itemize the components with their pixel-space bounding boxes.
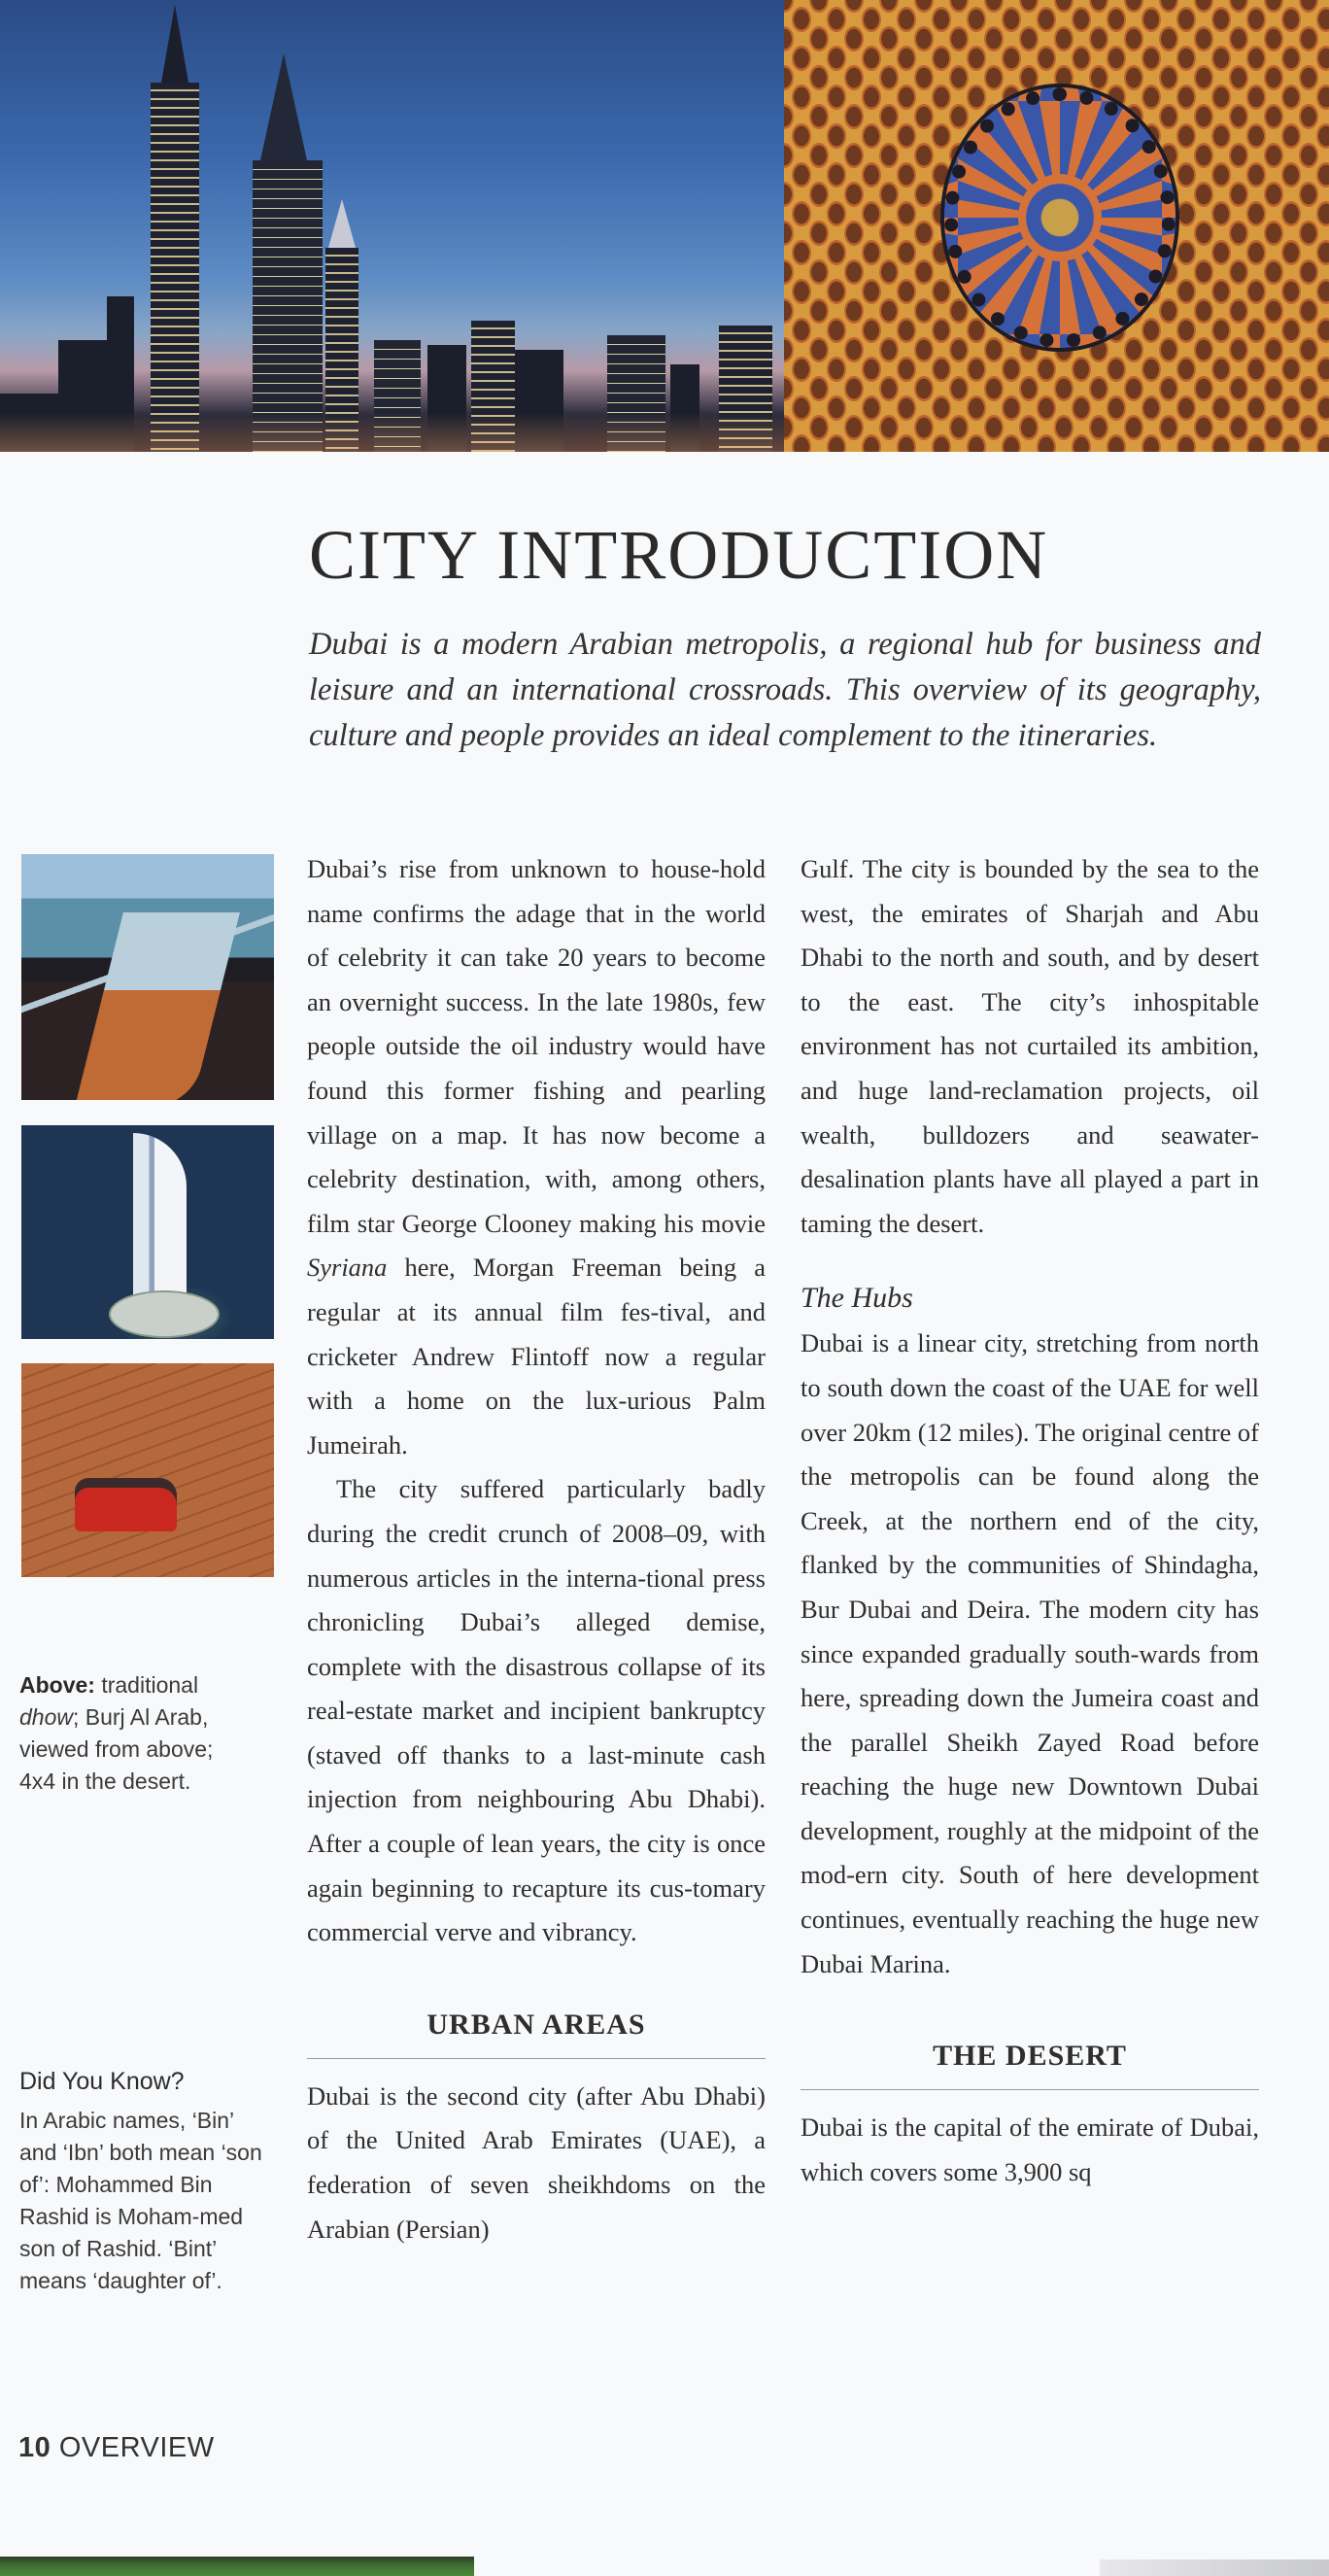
section-heading-the-desert: THE DESERT (801, 2037, 1259, 2090)
page-number: 10 (18, 2432, 51, 2463)
intro-paragraph-1: Dubai’s rise from unknown to house-hold name confirms the adage that in the world of celebrity it can take 20 years to become an overnight success. In the late 1980s, few people outside the oil industry would have found this former fishing and pearling village on a map. It has now become a celebrity destination, with, among others, film star George Clooney making his movie Syriana here, Morgan Freeman being a regular at its annual film fes-tival, and cricketer Andrew Flintoff now a regular with a home on the lux-urious Palm Jumeirah. (307, 854, 766, 1460)
dubai-skyline-photo (0, 0, 784, 452)
the-hubs-paragraph: Dubai is a linear city, stretching from north to south down the coast of the UAE for well over 20km (12 miles). The original centre of the metropolis can be found along the Creek, at the northern end of the city, flanked by the communities of Shindagha, Bur Dubai and Deira. The modern city has since expanded gradually south-wards from here, spreading down the Jumeira coast and the parallel Sheikh Zayed Road before reaching the huge new Downtown Dubai development, roughly at the midpoint of the mod-ern city. South of here development continues, eventually reaching the huge new Dubai Marina. (801, 1328, 1259, 1978)
caption-lead: Above: (19, 1672, 95, 1698)
burj-al-arab-photo (21, 1125, 274, 1339)
film-title: Syriana (307, 1253, 388, 1283)
urban-areas-paragraph-continued: Gulf. The city is bounded by the sea to the west, the emirates of Sharjah and Abu Dhabi to the north and south, and by desert to the east. The city’s inhospitable environment has not curtailed its ambition, and huge land-reclamation projects, oil wealth, bulldozers and seawater-desalination plants have all played a part in taming the desert. (801, 854, 1259, 1238)
caption-italic: dhow (19, 1704, 73, 1730)
page-folio (18, 2432, 215, 2464)
subheading-the-hubs: The Hubs (801, 1282, 913, 1315)
intro-paragraph-2: The city suffered particularly badly during the credit crunch of 2008–09, with numerous articles in the interna-tional press chronicling Dubai’s alleged demise, complete with the disastrous collapse of its real-estate market and incipient bankruptcy (staved off thanks to a last-minute cash injection from neighbouring Abu Dhabi). After a couple of lean years, the city is once again beginning to recapture its cus-tomary commercial verve and vibrancy. (307, 1474, 766, 1947)
caption-text-rest: ; Burj Al Arab, viewed from above; 4x4 in the desert. (19, 1704, 214, 1794)
the-desert-paragraph: Dubai is the capital of the emirate of Dubai, which covers some 3,900 sq (801, 2112, 1259, 2186)
standfirst: Dubai is a modern Arabian metropolis, a regional hub for business and leisure and an international crossroads. This overview of its geography, culture and people provides an ideal complement to the itineraries. (309, 627, 1261, 753)
body-column-left (307, 847, 766, 2251)
top-banner (0, 0, 1329, 452)
did-you-know-title: Did You Know? (19, 2068, 185, 2095)
dhow-photo (21, 854, 274, 1100)
page-edge-shadow (1100, 2559, 1329, 2576)
caption-text: traditional (94, 1672, 199, 1698)
islamic-dome-pattern-photo (784, 0, 1329, 452)
page-title: CITY INTRODUCTION (309, 516, 1049, 594)
next-page-photo-strip (0, 2557, 474, 2576)
image-caption (19, 1669, 253, 1798)
section-name: OVERVIEW (58, 2432, 215, 2463)
desert-4x4-photo (21, 1363, 274, 1577)
urban-areas-paragraph: Dubai is the second city (after Abu Dhabi) of the United Arab Emirates (UAE), a federation of seven sheikhdoms on the Arabian (Persian) (307, 2080, 766, 2244)
section-heading-urban-areas: URBAN AREAS (307, 2006, 766, 2059)
did-you-know-text: In Arabic names, ‘Bin’ and ‘Ibn’ both mean ‘son of’: Mohammed Bin Rashid is Moham-med son of Rashid. ‘Bint’ means ‘daughter of’. (19, 2108, 262, 2293)
body-column-right (801, 847, 1259, 2194)
